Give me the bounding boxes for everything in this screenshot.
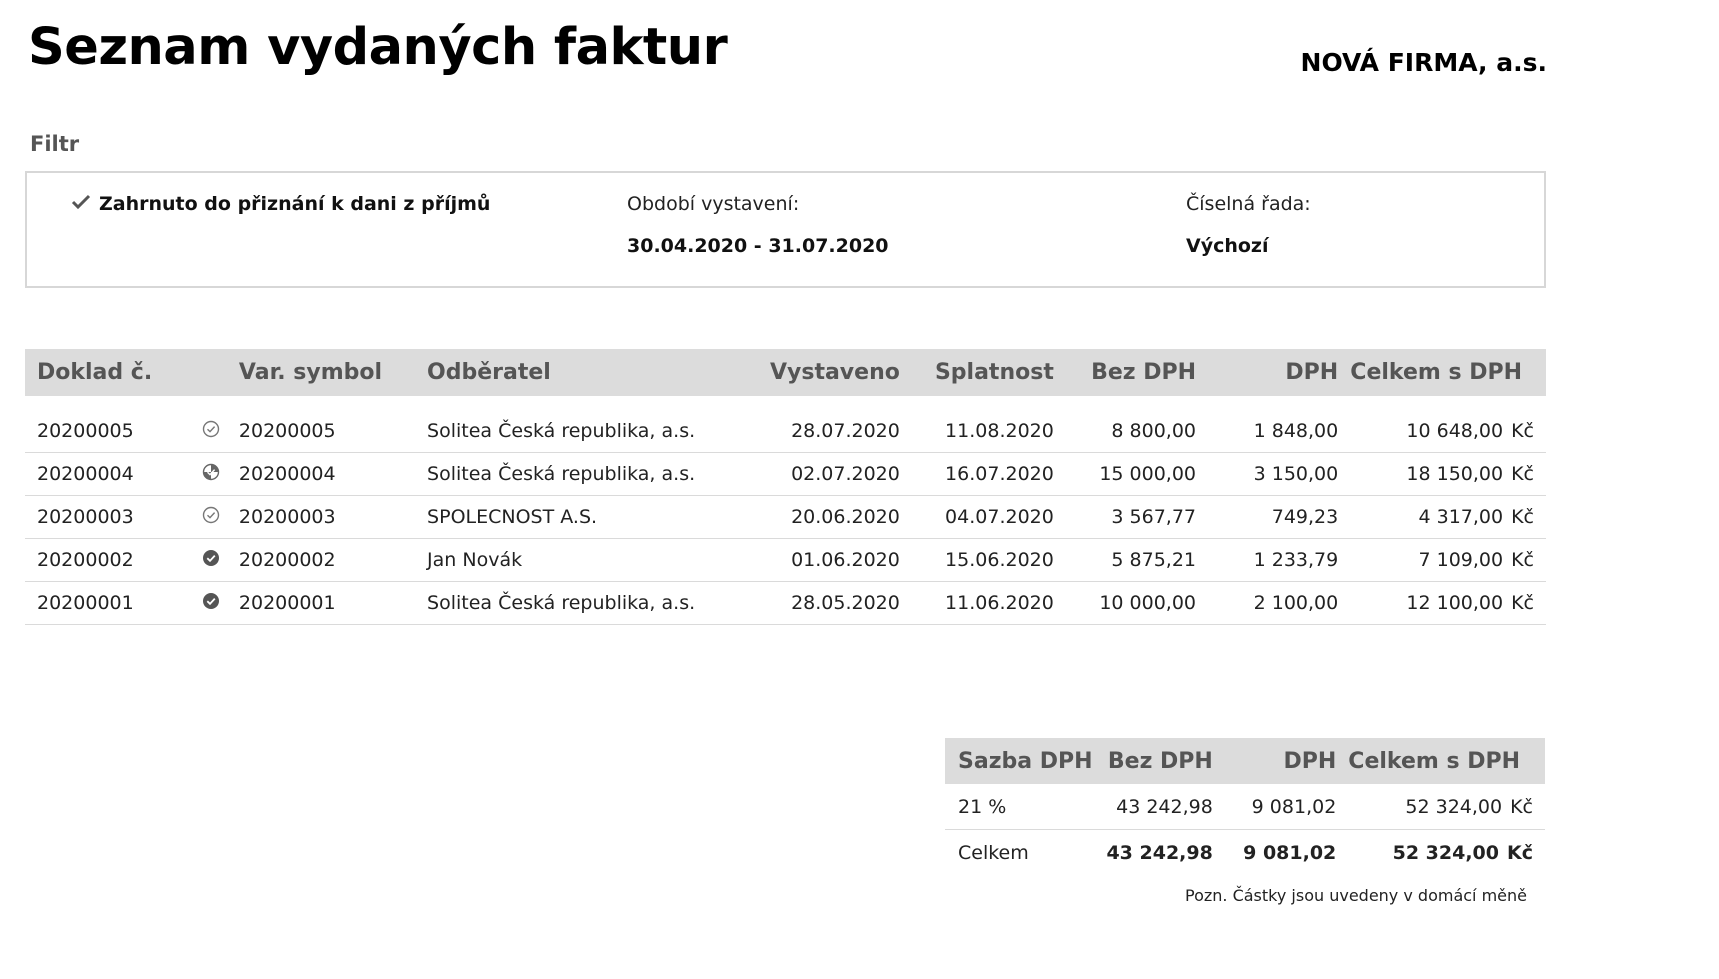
partially-paid-status-icon (202, 464, 220, 486)
filter-period (627, 193, 889, 257)
table-row[interactable] (25, 496, 1546, 539)
total-amount: 10 648,00 (1406, 420, 1504, 442)
total-amount: 18 150,00 (1406, 463, 1504, 485)
total-amount-cell (1350, 496, 1546, 539)
vat-rate-vat: 9 081,02 (1225, 784, 1348, 830)
filter-series-value: Výchozí (1186, 235, 1269, 257)
var-symbol: 20200001 (227, 582, 415, 625)
filter-heading: Filtr (30, 132, 80, 156)
col-customer[interactable]: Odběratel (415, 349, 743, 396)
status-cell (196, 539, 227, 582)
currency: Kč (1507, 841, 1533, 864)
currency: Kč (1511, 420, 1534, 442)
currency: Kč (1511, 592, 1534, 614)
filter-period-label: Období vystavení: (627, 193, 800, 215)
vat-rate-row (945, 784, 1545, 830)
due-date: 11.08.2020 (912, 396, 1066, 453)
vat-amount: 1 233,79 (1208, 539, 1350, 582)
col-doc-number[interactable]: Doklad č. (25, 349, 196, 396)
vat-summary-table (945, 738, 1545, 875)
vat-amount: 1 848,00 (1208, 396, 1350, 453)
unpaid-status-icon (202, 421, 220, 443)
issued-date: 28.07.2020 (743, 396, 912, 453)
total-amount-cell (1350, 396, 1546, 453)
doc-number: 20200003 (25, 496, 196, 539)
due-date: 15.06.2020 (912, 539, 1066, 582)
vat-rate-total-amount: 52 324,00 (1405, 795, 1503, 818)
customer-name: Jan Novák (415, 539, 743, 582)
paid-status-icon (202, 593, 220, 615)
vat-total-total (1348, 830, 1545, 876)
col-vat-total: Celkem s DPH (1348, 738, 1545, 784)
col-vat-rate: Sazba DPH (945, 738, 1094, 784)
vat-amount: 3 150,00 (1208, 453, 1350, 496)
total-amount-cell (1350, 539, 1546, 582)
col-status (196, 349, 227, 396)
vat-total-row (945, 830, 1545, 876)
vat-rate-total (1348, 784, 1545, 830)
status-cell (196, 453, 227, 496)
currency: Kč (1511, 506, 1534, 528)
col-due[interactable]: Splatnost (912, 349, 1066, 396)
doc-number: 20200004 (25, 453, 196, 496)
issued-date: 02.07.2020 (743, 453, 912, 496)
filter-series (1186, 193, 1311, 257)
total-amount: 4 317,00 (1418, 506, 1504, 528)
table-row[interactable] (25, 539, 1546, 582)
vat-total-label: Celkem (958, 841, 1029, 864)
var-symbol: 20200003 (227, 496, 415, 539)
customer-name: Solitea Česká republika, a.s. (415, 453, 743, 496)
vat-rate-net: 43 242,98 (1094, 784, 1225, 830)
net-amount: 10 000,00 (1066, 582, 1208, 625)
table-row[interactable] (25, 582, 1546, 625)
total-amount: 7 109,00 (1418, 549, 1504, 571)
status-cell (196, 496, 227, 539)
doc-number: 20200005 (25, 396, 196, 453)
filter-period-value: 30.04.2020 - 31.07.2020 (627, 235, 889, 257)
paid-status-icon (202, 550, 220, 572)
col-vat[interactable]: DPH (1208, 349, 1350, 396)
doc-number: 20200002 (25, 539, 196, 582)
vat-rate: 21 % (945, 784, 1094, 830)
table-row[interactable] (25, 453, 1546, 496)
filter-series-label: Číselná řada: (1186, 193, 1311, 215)
net-amount: 8 800,00 (1066, 396, 1208, 453)
due-date: 04.07.2020 (912, 496, 1066, 539)
customer-name: Solitea Česká republika, a.s. (415, 396, 743, 453)
filter-included (71, 193, 490, 215)
customer-name: SPOLECNOST A.S. (415, 496, 743, 539)
status-cell (196, 396, 227, 453)
vat-total-net: 43 242,98 (1106, 841, 1213, 864)
due-date: 16.07.2020 (912, 453, 1066, 496)
vat-total-vat: 9 081,02 (1243, 841, 1337, 864)
total-amount-cell (1350, 582, 1546, 625)
var-symbol: 20200002 (227, 539, 415, 582)
issued-date: 01.06.2020 (743, 539, 912, 582)
var-symbol: 20200005 (227, 396, 415, 453)
col-net[interactable]: Bez DPH (1066, 349, 1208, 396)
due-date: 11.06.2020 (912, 582, 1066, 625)
check-icon (71, 193, 99, 215)
filter-box (25, 171, 1546, 288)
col-total[interactable]: Celkem s DPH (1350, 349, 1546, 396)
col-var-symbol[interactable]: Var. symbol (227, 349, 415, 396)
var-symbol: 20200004 (227, 453, 415, 496)
total-amount-cell (1350, 453, 1546, 496)
page-title: Seznam vydaných faktur (28, 18, 728, 77)
currency: Kč (1511, 549, 1534, 571)
col-vat-vat: DPH (1225, 738, 1348, 784)
issued-date: 28.05.2020 (743, 582, 912, 625)
status-cell (196, 582, 227, 625)
currency: Kč (1510, 795, 1533, 818)
invoice-table (25, 349, 1546, 625)
vat-amount: 749,23 (1208, 496, 1350, 539)
vat-amount: 2 100,00 (1208, 582, 1350, 625)
issued-date: 20.06.2020 (743, 496, 912, 539)
net-amount: 5 875,21 (1066, 539, 1208, 582)
unpaid-status-icon (202, 507, 220, 529)
invoice-table-header (25, 349, 1546, 396)
total-amount: 12 100,00 (1406, 592, 1504, 614)
col-issued[interactable]: Vystaveno (743, 349, 912, 396)
currency: Kč (1511, 463, 1534, 485)
customer-name: Solitea Česká republika, a.s. (415, 582, 743, 625)
vat-summary-header (945, 738, 1545, 784)
net-amount: 3 567,77 (1066, 496, 1208, 539)
table-row[interactable] (25, 396, 1546, 453)
doc-number: 20200001 (25, 582, 196, 625)
filter-included-label: Zahrnuto do přiznání k dani z příjmů (99, 193, 491, 215)
col-vat-net: Bez DPH (1094, 738, 1225, 784)
currency-note: Pozn. Částky jsou uvedeny v domácí měně (1185, 886, 1527, 905)
vat-total-amount: 52 324,00 (1392, 841, 1499, 864)
company-name: NOVÁ FIRMA, a.s. (1300, 48, 1547, 77)
net-amount: 15 000,00 (1066, 453, 1208, 496)
